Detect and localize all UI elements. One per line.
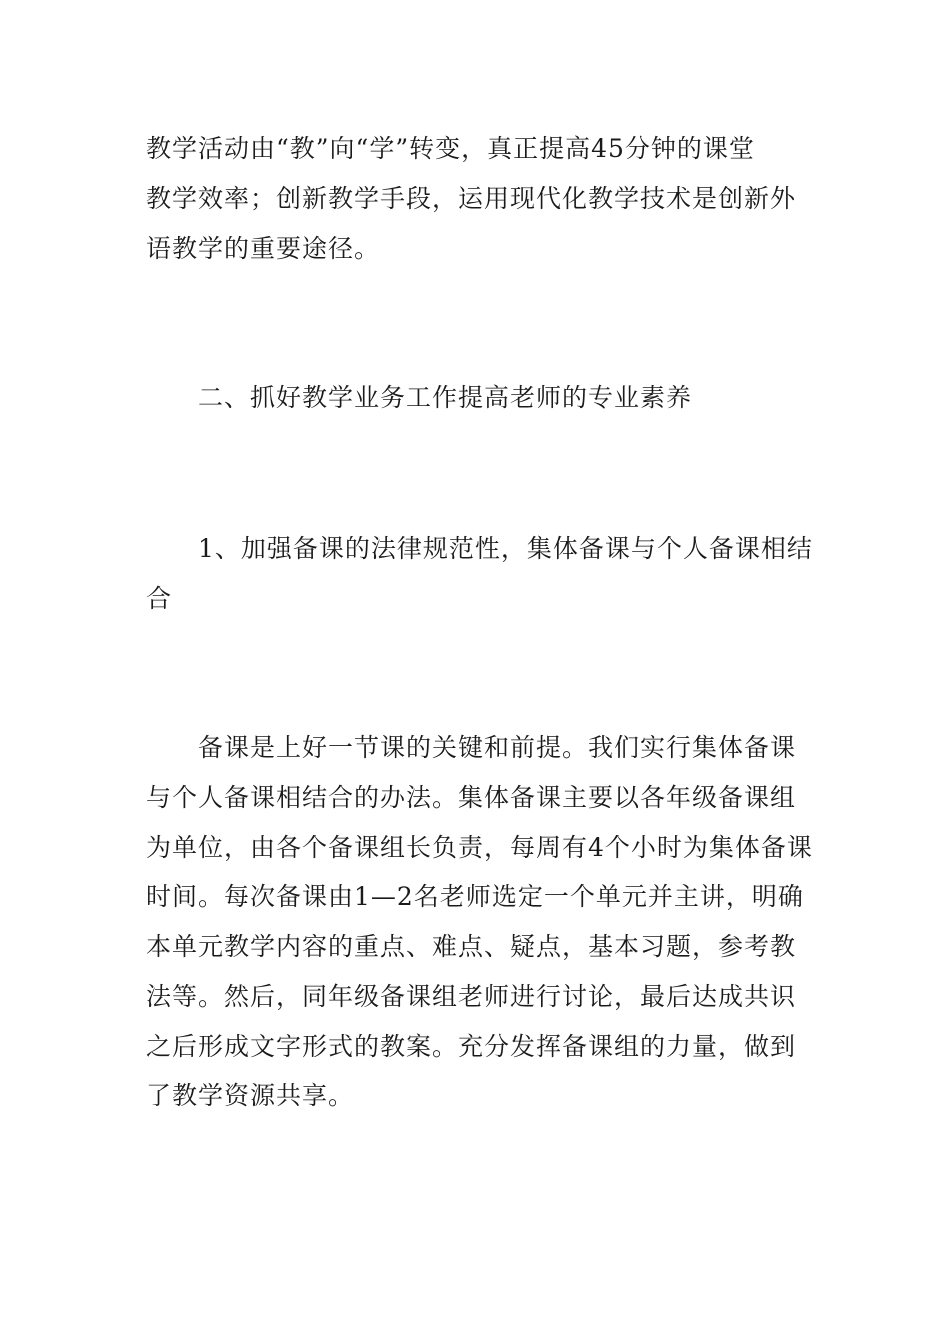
intro-line-1: 教学活动由“教”向“学”转变，真正提高45分钟的课堂 <box>146 134 755 163</box>
intro-line-3: 语教学的重要途径。 <box>146 234 381 263</box>
subsection-heading-line-1: 1、加强备课的法律规范性，集体备课与个人备课相结 <box>198 534 813 563</box>
body-line-6: 法等。然后，同年级备课组老师进行讨论，最后达成共识 <box>146 982 797 1011</box>
body-line-1: 备课是上好一节课的关键和前提。我们实行集体备课 <box>198 733 797 762</box>
body-line-7: 之后形成文字形式的教案。充分发挥备课组的力量，做到 <box>146 1032 797 1061</box>
body-line-8: 了教学资源共享。 <box>146 1081 355 1110</box>
body-line-4: 时间。每次备课由1—2名老师选定一个单元并主讲，明确 <box>146 882 804 911</box>
intro-line-2: 教学效率；创新教学手段，运用现代化教学技术是创新外 <box>146 184 797 213</box>
subsection-heading-line-2: 合 <box>146 584 173 613</box>
body-line-3: 为单位，由各个备课组长负责，每周有4个小时为集体备课 <box>146 833 813 862</box>
body-line-2: 与个人备课相结合的办法。集体备课主要以各年级备课组 <box>146 783 797 812</box>
body-line-5: 本单元教学内容的重点、难点、疑点，基本习题，参考教 <box>146 932 797 961</box>
section-heading: 二、抓好教学业务工作提高老师的专业素养 <box>198 383 693 412</box>
